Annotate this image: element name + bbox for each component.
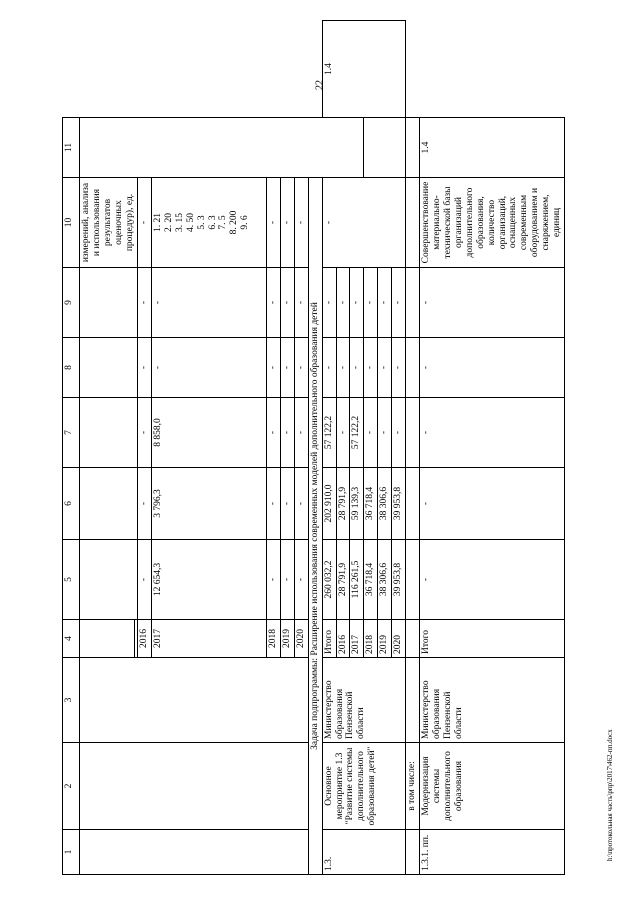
cell-empty <box>80 540 138 620</box>
value-cell: - <box>138 268 152 338</box>
value-cell: - <box>336 268 350 338</box>
value-cell: - <box>266 338 280 398</box>
value-cell: - <box>280 338 294 398</box>
rotated-table-container <box>62 20 563 875</box>
cell-empty <box>80 338 138 398</box>
value-cell: - <box>420 398 565 468</box>
value-cell: - <box>322 338 336 398</box>
value-cell: - <box>138 398 152 468</box>
measure-executor: Министерство образования Пензенской области <box>420 658 565 743</box>
cell-empty <box>406 178 420 268</box>
column-number: 7 <box>63 398 80 468</box>
year-cell: 2018 <box>266 620 280 658</box>
value-cell: - <box>151 268 266 338</box>
value-cell: - <box>420 338 565 398</box>
value-cell: - <box>294 178 308 268</box>
cell-empty <box>406 268 420 338</box>
value-cell: - <box>420 268 565 338</box>
value-cell: - <box>266 468 280 540</box>
value-cell: 116 261,5 <box>350 540 364 620</box>
year-cell: Итого <box>420 620 565 658</box>
year-cell: 2016 <box>336 620 350 658</box>
column-number: 4 <box>63 620 80 658</box>
column-number: 11 <box>63 118 80 178</box>
cell-empty <box>406 620 420 658</box>
value-cell: - <box>378 338 392 398</box>
value-cell: 202 910,0 <box>322 468 336 540</box>
value-cell: 36 718,4 <box>364 540 378 620</box>
cell-empty <box>406 830 420 875</box>
value-cell: - <box>294 468 308 540</box>
value-cell: - <box>151 338 266 398</box>
page-number: 22 <box>314 80 326 90</box>
value-cell: - <box>266 268 280 338</box>
column-number: 8 <box>63 338 80 398</box>
value-cell: - <box>266 398 280 468</box>
measure-number: 1.3. <box>322 830 406 875</box>
cell-empty <box>80 468 138 540</box>
value-cell: - <box>294 268 308 338</box>
value-cell: 57 122,2 <box>350 398 364 468</box>
value-cell: - <box>350 338 364 398</box>
value-cell: - <box>280 468 294 540</box>
value-cell: - <box>280 540 294 620</box>
cell-empty <box>80 118 364 178</box>
value-cell: 39 953,8 <box>392 468 406 540</box>
value-cell: - <box>280 398 294 468</box>
value-cell: - <box>138 338 152 398</box>
continuation-row <box>80 21 135 875</box>
task-title: Задача подпрограммы: Расширение использования современных моделей дополнительного образования детей <box>308 178 322 875</box>
including-row <box>406 21 420 875</box>
cell-empty <box>406 118 420 178</box>
value-cell: - <box>392 338 406 398</box>
indicator-text: измерений, анализа и использования результатов оценочных процедур), ед. <box>80 178 138 268</box>
value-cell: 28 791,9 <box>336 468 350 540</box>
value-cell: - <box>280 178 294 268</box>
measure-col11: 1.4 <box>420 118 565 178</box>
indicator-values: 1. 21 2. 20 3. 15 4. 50 5. 3 6. 3 7. 5 8. 200 9. 6 <box>151 178 266 268</box>
value-cell: - <box>294 540 308 620</box>
cell-empty <box>80 620 135 658</box>
year-cell: 2017 <box>350 620 364 658</box>
cell-empty <box>80 398 138 468</box>
value-cell: - <box>138 540 152 620</box>
value-cell: - <box>336 398 350 468</box>
value-cell: - <box>336 338 350 398</box>
measure-indicator: Совершенствование материально-технической базы организаций дополнительного образования, количество организаций, оснащенных современным оборудованием и снаряжением, единиц <box>420 178 565 268</box>
measure-1-3-1-row <box>420 21 565 875</box>
value-cell: - <box>392 398 406 468</box>
column-number: 6 <box>63 468 80 540</box>
cell-empty <box>406 658 420 743</box>
value-cell: - <box>280 268 294 338</box>
value-cell: - <box>350 268 364 338</box>
value-cell: - <box>420 540 565 620</box>
column-number: 10 <box>63 178 80 268</box>
value-cell: - <box>322 268 336 338</box>
measure-col11: 1.4 <box>322 21 406 118</box>
value-cell: - <box>392 268 406 338</box>
value-cell: - <box>294 398 308 468</box>
including-label: в том числе: <box>406 743 420 830</box>
footer-file-path: h:\протокольная часть\рпр\2017\462-пп.docx <box>606 729 614 861</box>
value-cell: - <box>378 398 392 468</box>
program-table <box>62 20 565 875</box>
value-cell: 12 654,3 <box>151 540 266 620</box>
value-cell: - <box>364 398 378 468</box>
value-cell: - <box>364 268 378 338</box>
value-cell: - <box>294 338 308 398</box>
measure-name: Модернизация системы дополнительного образования <box>420 743 565 830</box>
column-number: 3 <box>63 658 80 743</box>
year-cell: 2017 <box>151 620 266 658</box>
value-cell: - <box>266 178 280 268</box>
column-number: 9 <box>63 268 80 338</box>
measure-indicator: - <box>322 178 406 268</box>
cell-empty <box>406 468 420 540</box>
measure-executor: Министерство образования Пензенской области <box>322 658 406 743</box>
value-cell: 260 032,2 <box>322 540 336 620</box>
value-cell: 8 858,0 <box>151 398 266 468</box>
cell-empty <box>406 540 420 620</box>
value-cell: - <box>138 468 152 540</box>
value-cell: - <box>364 338 378 398</box>
column-number: 2 <box>63 743 80 830</box>
year-cell: 2019 <box>280 620 294 658</box>
value-cell: 3 796,3 <box>151 468 266 540</box>
value-cell: 28 791,9 <box>336 540 350 620</box>
value-cell: 38 306,6 <box>378 540 392 620</box>
value-cell: - <box>266 540 280 620</box>
cell-empty <box>80 268 138 338</box>
value-cell: - <box>378 268 392 338</box>
value-cell: - <box>420 468 565 540</box>
cell-empty <box>406 338 420 398</box>
value-cell: 57 122,2 <box>322 398 336 468</box>
year-cell: Итого <box>322 620 336 658</box>
column-number-row <box>63 21 80 875</box>
measure-number: 1.3.1. пп. <box>420 830 565 875</box>
cell-empty <box>406 398 420 468</box>
cell-empty <box>80 830 309 875</box>
column-number: 1 <box>63 830 80 875</box>
value-cell: 36 718,4 <box>364 468 378 540</box>
year-cell: 2018 <box>364 620 378 658</box>
value-cell: - <box>138 178 152 268</box>
year-cell: 2020 <box>392 620 406 658</box>
year-cell: 2020 <box>294 620 308 658</box>
year-cell: 2019 <box>378 620 392 658</box>
column-number: 5 <box>63 540 80 620</box>
rotated-page-wrapper <box>62 20 563 875</box>
value-cell: 38 306,6 <box>378 468 392 540</box>
measure-name: Основное мероприятие 1.3 "Развитие системы дополнительного образования детей" <box>322 743 406 830</box>
value-cell: 39 953,8 <box>392 540 406 620</box>
cell-empty <box>80 658 309 743</box>
year-cell: 2016 <box>138 620 152 658</box>
value-cell: 59 139,3 <box>350 468 364 540</box>
cell-empty <box>80 743 309 830</box>
